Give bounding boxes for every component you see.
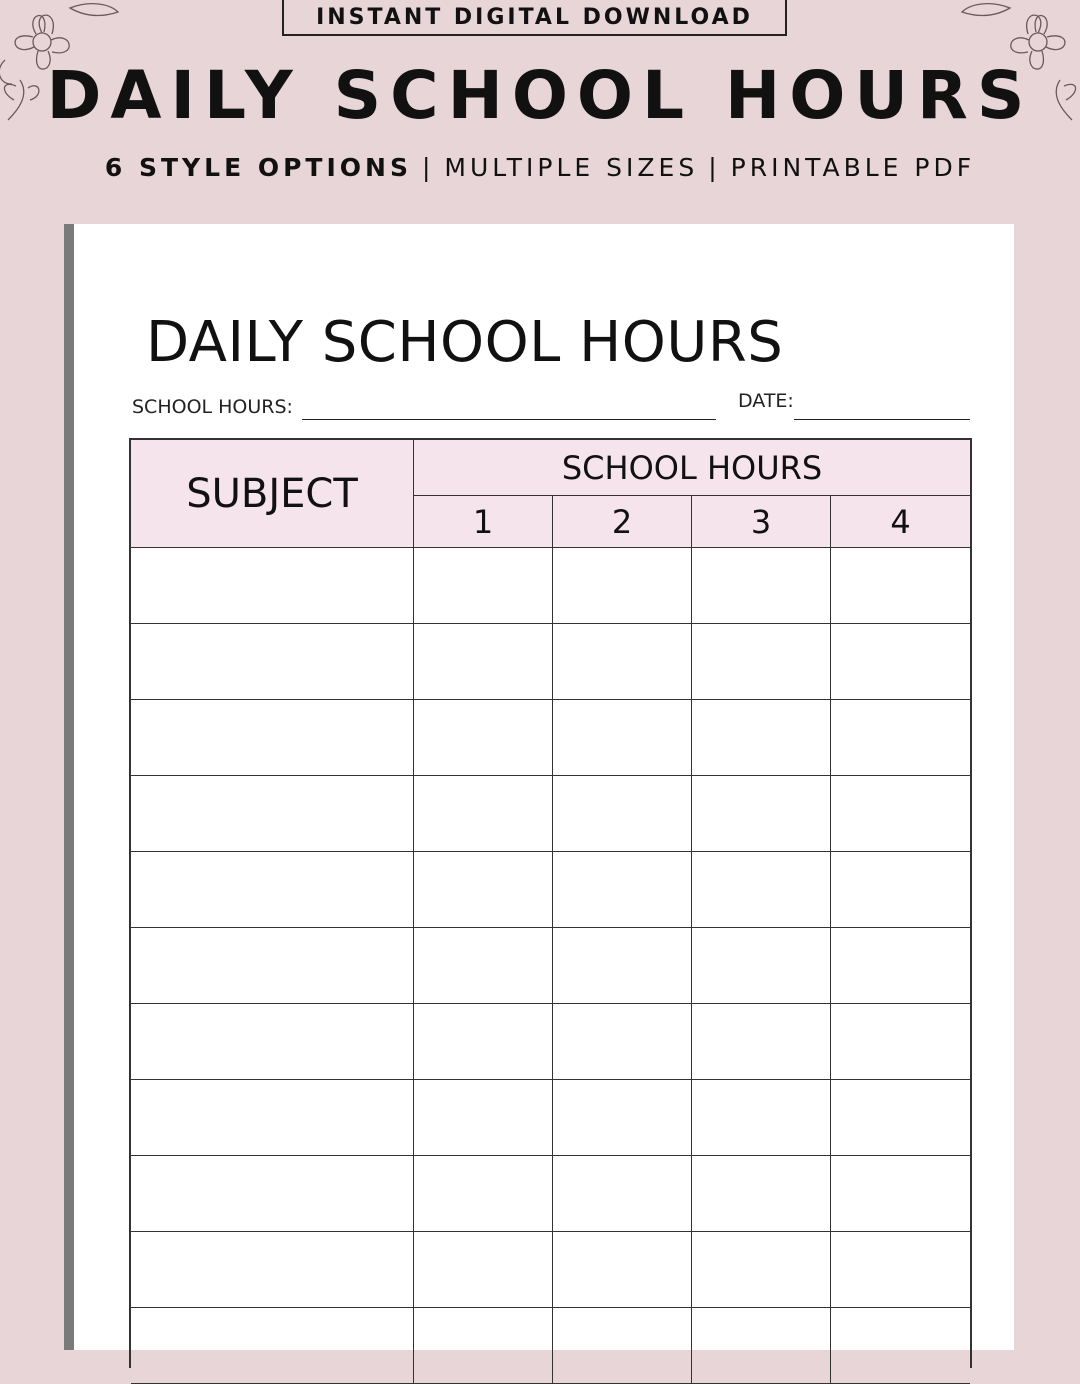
hour-cell[interactable] [553, 700, 692, 775]
hour-cell[interactable] [831, 548, 970, 623]
hour-cell[interactable] [414, 928, 553, 1003]
hour-column-header: 1 [414, 496, 553, 548]
hour-cell[interactable] [553, 1004, 692, 1079]
hour-cell[interactable] [553, 1080, 692, 1155]
table-row [131, 700, 970, 776]
hour-cell[interactable] [692, 1232, 831, 1307]
separator: | [421, 153, 435, 182]
table-row [131, 624, 970, 700]
subject-header: SUBJECT [131, 440, 414, 548]
hour-cell[interactable] [692, 1004, 831, 1079]
table-row [131, 1080, 970, 1156]
hour-cell[interactable] [553, 852, 692, 927]
hour-cell[interactable] [692, 700, 831, 775]
school-hours-field[interactable] [302, 419, 716, 420]
instant-download-badge: INSTANT DIGITAL DOWNLOAD [282, 0, 787, 36]
school-hours-header: SCHOOL HOURS [414, 440, 970, 496]
date-label: DATE: [738, 390, 794, 412]
table-row [131, 1004, 970, 1080]
subject-cell[interactable] [131, 624, 414, 699]
hour-cell[interactable] [831, 1308, 970, 1383]
table-row [131, 548, 970, 624]
hour-cell[interactable] [414, 1232, 553, 1307]
hour-cell[interactable] [692, 548, 831, 623]
hour-cell[interactable] [414, 624, 553, 699]
hour-cell[interactable] [831, 1232, 970, 1307]
hour-cell[interactable] [831, 776, 970, 851]
sheet-title: DAILY SCHOOL HOURS [146, 310, 784, 375]
subject-cell[interactable] [131, 1004, 414, 1079]
subject-cell[interactable] [131, 548, 414, 623]
hour-column-header: 2 [553, 496, 692, 548]
sheet-shadow [64, 224, 74, 1350]
hour-cell[interactable] [553, 1156, 692, 1231]
hour-cell[interactable] [414, 1004, 553, 1079]
hour-cell[interactable] [692, 928, 831, 1003]
hour-cell[interactable] [414, 548, 553, 623]
hour-cell[interactable] [692, 1308, 831, 1383]
subject-cell[interactable] [131, 1308, 414, 1383]
table-row [131, 1156, 970, 1232]
subject-cell[interactable] [131, 700, 414, 775]
separator: | [708, 153, 721, 182]
hour-cell[interactable] [553, 1232, 692, 1307]
subject-cell[interactable] [131, 852, 414, 927]
table-row [131, 1308, 970, 1384]
hour-cell[interactable] [831, 1080, 970, 1155]
hour-cell[interactable] [553, 624, 692, 699]
hour-cell[interactable] [831, 1156, 970, 1231]
hour-cell[interactable] [414, 1080, 553, 1155]
table-row [131, 852, 970, 928]
style-options-text: 6 STYLE OPTIONS [104, 153, 412, 182]
banner-title: DAILY SCHOOL HOURS [46, 57, 1034, 134]
hour-cell[interactable] [692, 852, 831, 927]
hour-cell[interactable] [414, 700, 553, 775]
hours-table [129, 438, 972, 1368]
hour-cell[interactable] [831, 624, 970, 699]
date-field[interactable] [794, 419, 970, 420]
hour-cell[interactable] [831, 928, 970, 1003]
hour-cell[interactable] [414, 1156, 553, 1231]
hour-cell[interactable] [831, 1004, 970, 1079]
subject-cell[interactable] [131, 928, 414, 1003]
hour-column-header: 4 [831, 496, 970, 548]
hour-cell[interactable] [831, 700, 970, 775]
subject-cell[interactable] [131, 1156, 414, 1231]
hour-cell[interactable] [692, 1080, 831, 1155]
hour-cell[interactable] [692, 1156, 831, 1231]
format-text: PRINTABLE PDF [730, 153, 976, 182]
hour-cell[interactable] [414, 776, 553, 851]
planner-sheet [74, 224, 1014, 1350]
table-row [131, 776, 970, 852]
hour-cell[interactable] [831, 852, 970, 927]
hour-cell[interactable] [553, 928, 692, 1003]
banner-subtitle [0, 150, 1080, 186]
hour-cell[interactable] [553, 776, 692, 851]
school-hours-label: SCHOOL HOURS: [132, 396, 293, 418]
hour-cell[interactable] [692, 624, 831, 699]
hour-column-header: 3 [692, 496, 831, 548]
hour-cell[interactable] [692, 776, 831, 851]
hour-cell[interactable] [553, 548, 692, 623]
subject-cell[interactable] [131, 776, 414, 851]
subject-cell[interactable] [131, 1232, 414, 1307]
hour-cell[interactable] [553, 1308, 692, 1383]
hour-cell[interactable] [414, 1308, 553, 1383]
table-row [131, 1232, 970, 1308]
sizes-text: MULTIPLE SIZES [444, 153, 699, 182]
hour-cell[interactable] [414, 852, 553, 927]
subject-cell[interactable] [131, 1080, 414, 1155]
table-row [131, 928, 970, 1004]
